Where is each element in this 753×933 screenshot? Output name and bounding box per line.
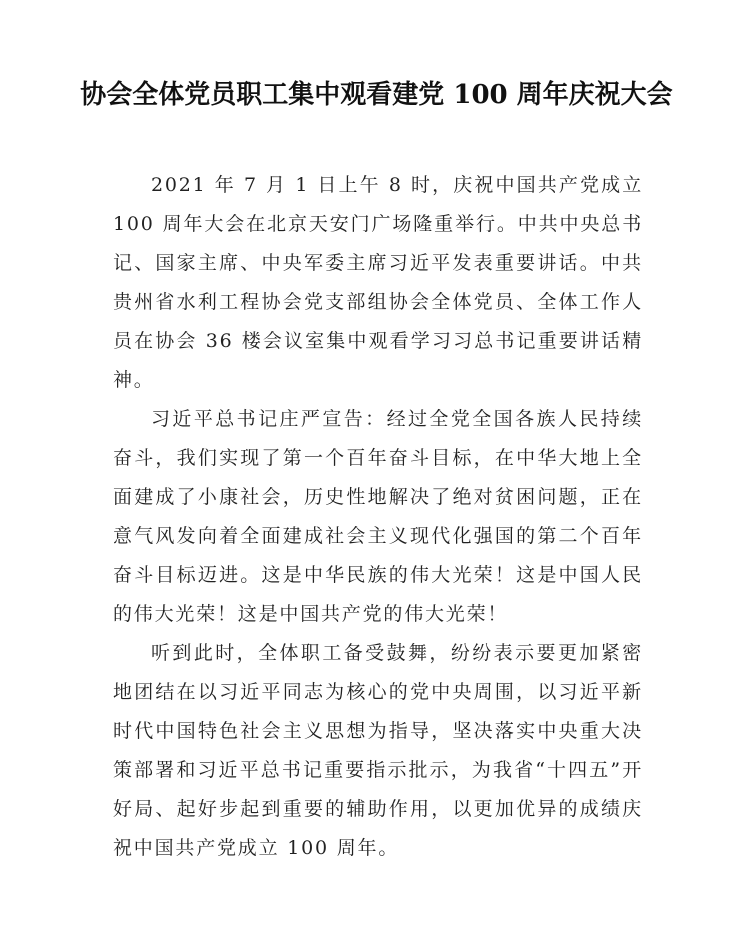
paragraph-3: 听到此时，全体职工备受鼓舞，纷纷表示要更加紧密地团结在以习近平同志为核心的党中央周围，以习近平新时代中国特色社会主义思想为指导，坚决落实中央重大决策部署和习近平总书记重要指示批示，为我省“十四五”开好局、起好步起到重要的辅助作用，以更加优异的成绩庆祝中国共产党成立 100 周年。 [113, 642, 643, 859]
document-body [113, 166, 643, 868]
document-title: 协会全体党员职工集中观看建党 100 周年庆祝大会 [80, 80, 673, 110]
paragraph-1: 2021 年 7 月 1 日上午 8 时，庆祝中国共产党成立 100 周年大会在北京天安门广场隆重举行。中共中央总书记、国家主席、中央军委主席习近平发表重要讲话。中共贵州省水利工程协会党支部组协会全体党员、全体工作人员在协会 36 楼会议室集中观看学习习总书记重要讲话精神。 [113, 174, 643, 391]
paragraph-2: 习近平总书记庄严宣告：经过全党全国各族人民持续奋斗，我们实现了第一个百年奋斗目标，在中华大地上全面建成了小康社会，历史性地解决了绝对贫困问题，正在意气风发向着全面建成社会主义现代化强国的第二个百年奋斗目标迈进。这是中华民族的伟大光荣！这是中国人民的伟大光荣！这是中国共产党的伟大光荣！ [113, 408, 643, 625]
